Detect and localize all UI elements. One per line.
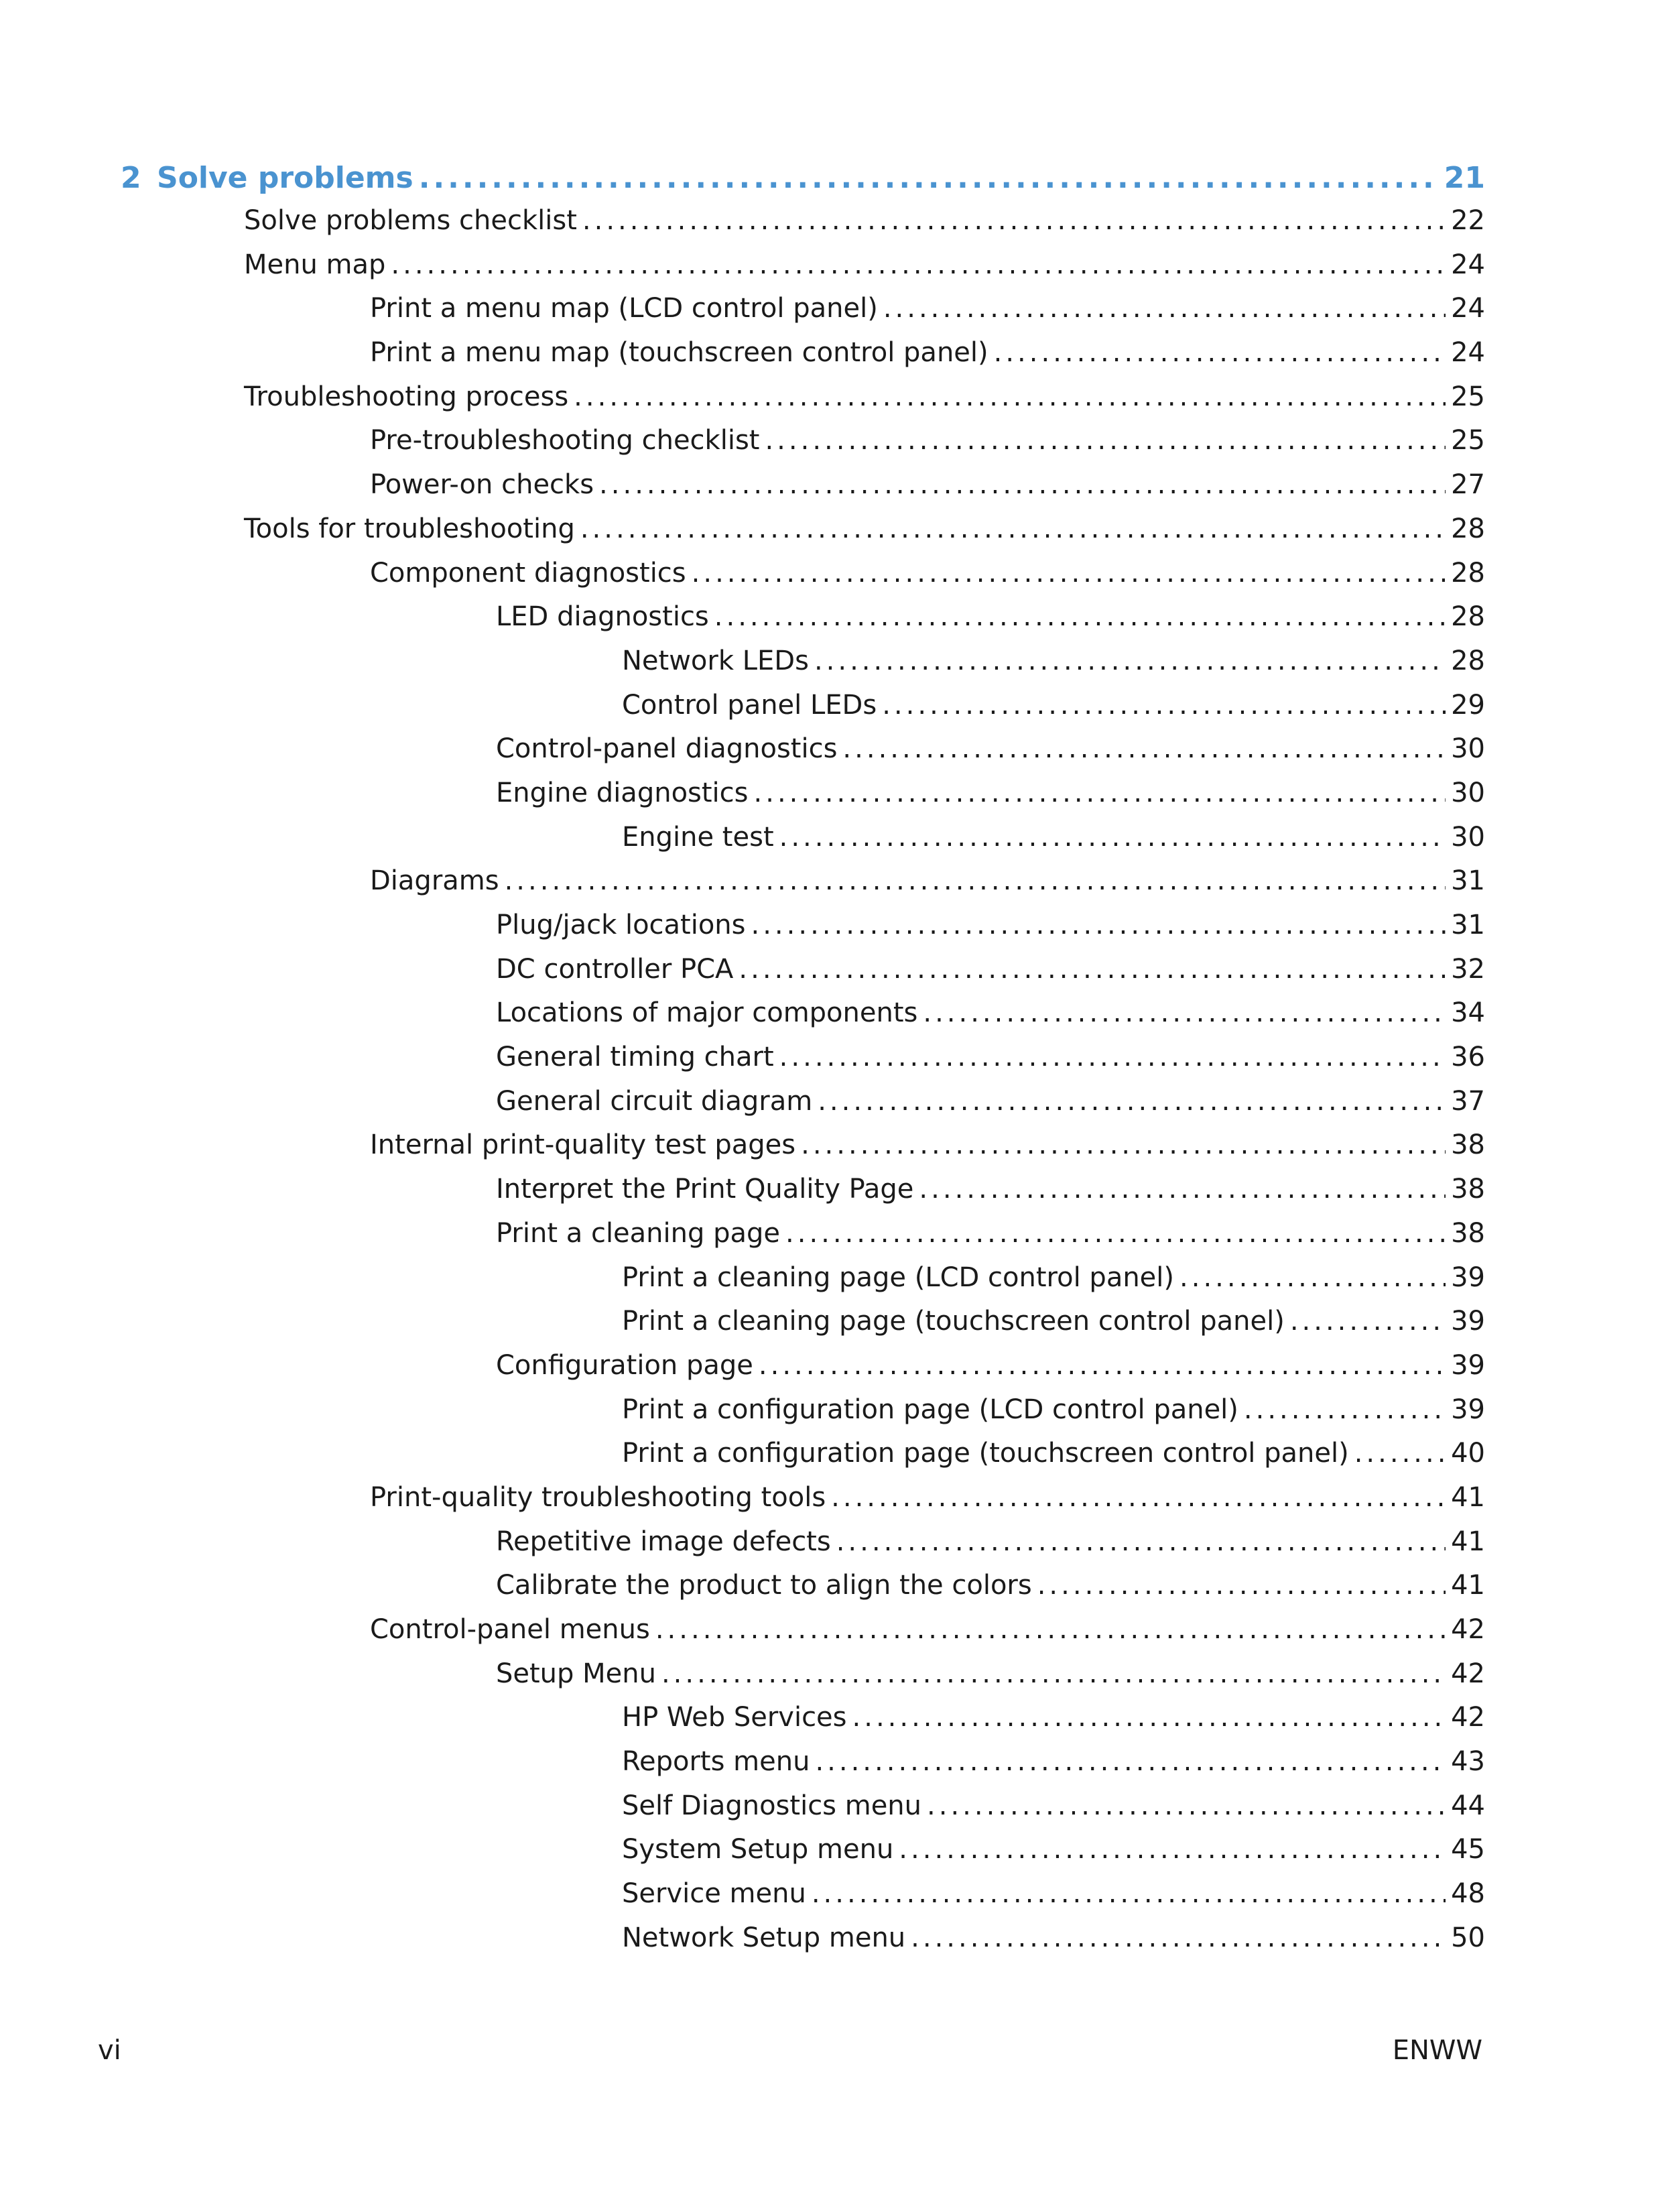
leader-dots (923, 997, 1446, 1028)
leader-dots (882, 690, 1446, 721)
leader-dots (1037, 1570, 1446, 1601)
toc-entry-title: Internal print-quality test pages (370, 1129, 796, 1161)
toc-entry-title: LED diagnostics (496, 601, 709, 633)
toc-entry[interactable] (121, 1834, 1485, 1878)
leader-dots (1179, 1262, 1446, 1293)
toc-entry-page-number: 24 (1451, 337, 1485, 369)
toc-entry[interactable] (121, 293, 1485, 337)
leader-dots (582, 205, 1446, 236)
toc-entry-title: System Setup menu (622, 1834, 894, 1865)
toc-entry[interactable] (121, 1174, 1485, 1218)
toc-entry[interactable] (121, 1350, 1485, 1394)
toc-entry[interactable] (121, 1086, 1485, 1130)
leader-dots (785, 1218, 1446, 1249)
toc-entry-title: Print a configuration page (touchscreen control panel) (622, 1438, 1349, 1469)
leader-dots (655, 1614, 1446, 1645)
toc-entry-title: Plug/jack locations (496, 910, 746, 940)
toc-entry[interactable] (121, 513, 1485, 558)
toc-entry-page-number: 25 (1451, 425, 1485, 456)
toc-entry[interactable] (121, 601, 1485, 646)
toc-entry[interactable] (121, 1306, 1485, 1350)
toc-entry-page-number: 50 (1451, 1922, 1485, 1953)
leader-dots (927, 1790, 1446, 1821)
toc-entry[interactable] (121, 1262, 1485, 1306)
toc-entry-title: Print a configuration page (LCD control panel) (622, 1394, 1238, 1425)
chapter-page-number: 21 (1444, 161, 1485, 195)
toc-entry-title: Print a menu map (touchscreen control panel) (370, 337, 988, 369)
leader-dots (714, 601, 1446, 632)
toc-entry-title: Control-panel menus (370, 1614, 650, 1645)
toc-entry[interactable] (121, 910, 1485, 954)
toc-entry[interactable] (121, 822, 1485, 866)
leader-dots (751, 910, 1446, 940)
toc-entry-page-number: 42 (1451, 1614, 1485, 1645)
toc-entry-title: Pre-troubleshooting checklist (370, 425, 760, 456)
toc-entry[interactable] (121, 778, 1485, 822)
toc-entry[interactable] (121, 337, 1485, 381)
toc-entry[interactable] (121, 425, 1485, 469)
toc-entry[interactable] (121, 1570, 1485, 1614)
leader-dots (599, 469, 1446, 500)
toc-entry-page-number: 41 (1451, 1526, 1485, 1557)
leader-dots (779, 822, 1446, 853)
toc-entry-title: Control-panel diagnostics (496, 733, 838, 765)
leader-dots (739, 954, 1446, 985)
toc-entry-page-number: 34 (1451, 997, 1485, 1029)
toc-entry-page-number: 28 (1451, 513, 1485, 544)
toc-entry[interactable] (121, 1922, 1485, 1967)
leader-dots (815, 1746, 1446, 1777)
toc-entry[interactable] (121, 1878, 1485, 1922)
toc-entry-title: Print a cleaning page (496, 1217, 781, 1249)
leader-dots (801, 1129, 1446, 1160)
leader-dots (818, 1086, 1446, 1117)
toc-entry-page-number: 41 (1451, 1570, 1485, 1601)
toc-entry[interactable] (121, 646, 1485, 690)
toc-entry-title: Print-quality troubleshooting tools (370, 1481, 826, 1513)
toc-entry-page-number: 38 (1451, 1129, 1485, 1161)
toc-entry-page-number: 44 (1451, 1790, 1485, 1821)
toc-entry-title: General timing chart (496, 1042, 774, 1073)
toc-entry-title: Print a menu map (LCD control panel) (370, 293, 878, 324)
toc-entry-title: Troubleshooting process (244, 381, 569, 412)
leader-dots (836, 1526, 1446, 1557)
leader-dots (765, 425, 1446, 456)
toc-entry[interactable] (121, 1526, 1485, 1571)
footer-page-label: vi (98, 2035, 121, 2066)
leader-dots (911, 1922, 1446, 1953)
leader-dots (831, 1482, 1446, 1513)
toc-entry-page-number: 27 (1451, 469, 1485, 501)
toc-entry-page-number: 36 (1451, 1042, 1485, 1073)
toc-entry-page-number: 28 (1451, 645, 1485, 676)
toc-entry-title: Reports menu (622, 1746, 810, 1778)
leader-dots (899, 1834, 1446, 1865)
toc-entry-title: Menu map (244, 249, 386, 280)
leader-dots (994, 337, 1446, 368)
toc-entry-page-number: 37 (1451, 1085, 1485, 1117)
toc-chapter-heading[interactable] (121, 161, 1485, 205)
toc-entry-page-number: 28 (1451, 557, 1485, 589)
toc-entry[interactable] (121, 733, 1485, 778)
chapter-title: Solve problems (157, 161, 413, 195)
toc-entry-page-number: 38 (1451, 1217, 1485, 1249)
toc-entry-page-number: 43 (1451, 1746, 1485, 1778)
toc-entry-page-number: 31 (1451, 865, 1485, 897)
toc-entry[interactable] (121, 1614, 1485, 1658)
toc-entry[interactable] (121, 1042, 1485, 1086)
toc-entry-page-number: 32 (1451, 953, 1485, 985)
leader-dots (661, 1658, 1446, 1689)
toc-entry[interactable] (121, 954, 1485, 998)
leader-dots (842, 733, 1446, 764)
leader-dots (759, 1350, 1446, 1381)
toc-entry-page-number: 31 (1451, 910, 1485, 940)
leader-dots (919, 1174, 1446, 1205)
toc-entry-title: Network Setup menu (622, 1922, 906, 1953)
toc-entry-title: General circuit diagram (496, 1085, 813, 1117)
toc-entry-title: Solve problems checklist (244, 205, 577, 236)
leader-dots (883, 293, 1446, 324)
leader-dots (1244, 1394, 1446, 1425)
toc-entry-page-number: 45 (1451, 1834, 1485, 1865)
toc-entry-page-number: 30 (1451, 821, 1485, 853)
chapter-number: 2 (121, 161, 141, 195)
toc-entry-title: HP Web Services (622, 1702, 847, 1733)
toc-entry[interactable] (121, 1482, 1485, 1526)
toc-entry[interactable] (121, 249, 1485, 294)
toc-entry-title: Service menu (622, 1878, 806, 1910)
toc-entry-title: Locations of major components (496, 997, 918, 1029)
toc-entry-title: Setup Menu (496, 1658, 656, 1689)
toc-entries (121, 205, 1485, 1967)
toc-entry-page-number: 30 (1451, 733, 1485, 765)
leader-dots (852, 1702, 1446, 1733)
leader-dots (505, 865, 1446, 896)
toc-entry-title: Control panel LEDs (622, 689, 877, 721)
toc-entry-page-number: 38 (1451, 1174, 1485, 1205)
leader-dots (580, 513, 1446, 544)
toc-entry-page-number: 29 (1451, 689, 1485, 721)
toc-entry-title: Power-on checks (370, 469, 594, 501)
leader-dots (574, 381, 1446, 412)
toc-entry-page-number: 48 (1451, 1878, 1485, 1910)
toc-entry[interactable] (121, 1746, 1485, 1790)
toc-entry-title: Calibrate the product to align the colors (496, 1570, 1032, 1601)
leader-dots (391, 249, 1446, 280)
toc-entry-page-number: 28 (1451, 601, 1485, 633)
toc-entry[interactable] (121, 1702, 1485, 1746)
leader-dots (779, 1042, 1446, 1072)
toc-entry-title: Interpret the Print Quality Page (496, 1174, 914, 1205)
toc-entry[interactable] (121, 381, 1485, 426)
toc-entry-page-number: 42 (1451, 1702, 1485, 1733)
toc-entry-title: Self Diagnostics menu (622, 1790, 922, 1821)
toc-entry[interactable] (121, 690, 1485, 734)
footer-doc-code: ENWW (1392, 2035, 1482, 2066)
toc-entry[interactable] (121, 1790, 1485, 1835)
toc-entry-title: Repetitive image defects (496, 1526, 831, 1557)
toc-entry-page-number: 22 (1451, 205, 1485, 236)
toc-entry-title: Diagrams (370, 865, 499, 897)
toc-entry-page-number: 42 (1451, 1658, 1485, 1689)
toc-entry[interactable] (121, 1658, 1485, 1703)
toc-entry[interactable] (121, 558, 1485, 602)
toc-entry[interactable] (121, 1394, 1485, 1438)
leader-dots (1290, 1306, 1446, 1337)
leader-dots (754, 778, 1446, 808)
toc-entry-title: Print a cleaning page (touchscreen control panel) (622, 1306, 1285, 1337)
toc-entry-title: Print a cleaning page (LCD control panel) (622, 1262, 1175, 1293)
toc-entry[interactable] (121, 997, 1485, 1042)
toc-entry-title: Engine test (622, 821, 774, 853)
toc-entry-title: Configuration page (496, 1349, 753, 1381)
leader-dots (419, 161, 1439, 195)
toc-entry-page-number: 41 (1451, 1481, 1485, 1513)
toc-entry-page-number: 24 (1451, 249, 1485, 280)
toc-entry-page-number: 39 (1451, 1349, 1485, 1381)
leader-dots (1354, 1438, 1446, 1469)
toc-entry-page-number: 39 (1451, 1262, 1485, 1293)
toc-entry[interactable] (121, 865, 1485, 910)
toc-entry-title: Network LEDs (622, 645, 809, 676)
toc-entry[interactable] (121, 469, 1485, 513)
toc-entry[interactable] (121, 205, 1485, 249)
toc-entry-title: Engine diagnostics (496, 777, 749, 808)
toc-entry-title: DC controller PCA (496, 953, 734, 985)
leader-dots (812, 1878, 1446, 1909)
toc-entry[interactable] (121, 1218, 1485, 1262)
leader-dots (814, 646, 1446, 676)
leader-dots (692, 558, 1446, 589)
toc-entry-page-number: 39 (1451, 1306, 1485, 1337)
toc-entry-title: Component diagnostics (370, 557, 686, 589)
toc-entry-page-number: 25 (1451, 381, 1485, 412)
toc-entry-page-number: 39 (1451, 1394, 1485, 1425)
table-of-contents (121, 161, 1485, 1967)
toc-entry-title: Tools for troubleshooting (244, 513, 575, 544)
toc-entry-page-number: 24 (1451, 293, 1485, 324)
toc-entry-page-number: 30 (1451, 777, 1485, 808)
toc-entry-page-number: 40 (1451, 1438, 1485, 1469)
toc-entry[interactable] (121, 1129, 1485, 1174)
toc-entry[interactable] (121, 1438, 1485, 1482)
